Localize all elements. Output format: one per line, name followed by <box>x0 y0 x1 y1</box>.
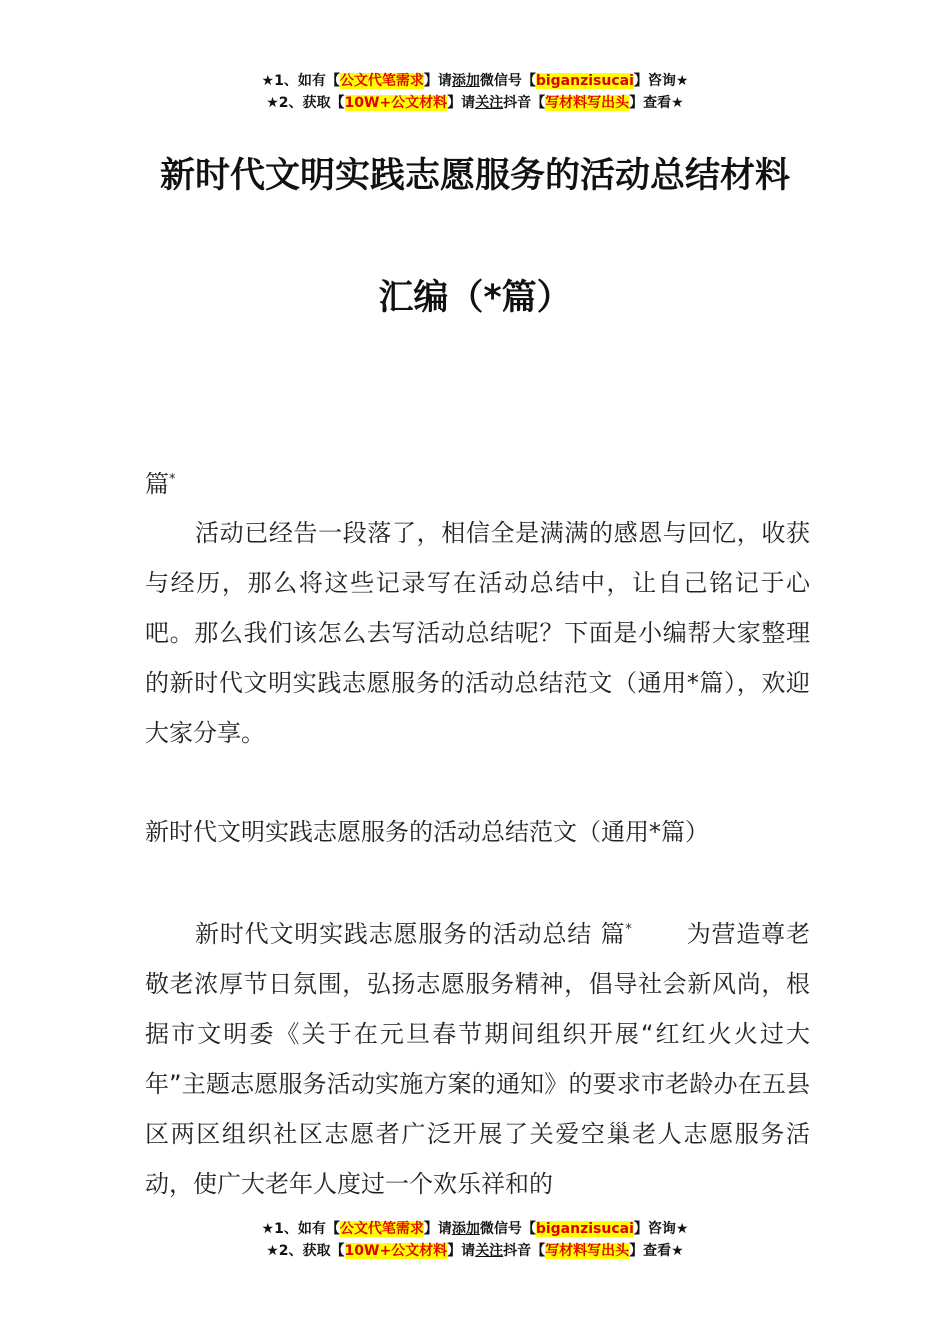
banner-line-2 <box>0 92 950 114</box>
banner-line-2-suffix: 】查看★ <box>629 95 684 111</box>
document-title-line-2: 汇编（*篇） <box>378 278 572 318</box>
banner-line-2-prefix: ★2、获取【 <box>266 95 345 111</box>
footer-line-2-mid2: 抖音【 <box>503 1243 546 1259</box>
footer-line-1-prefix: ★1、如有【 <box>261 1221 340 1237</box>
footer-line-2-prefix: ★2、获取【 <box>266 1243 345 1259</box>
banner-line-1 <box>0 70 950 92</box>
document-title-line-1: 新时代文明实践志愿服务的活动总结材料 <box>159 156 790 196</box>
footer-underline-follow: 关注 <box>475 1243 504 1259</box>
banner-line-2-mid2: 抖音【 <box>503 95 546 111</box>
section-label-text: 篇 <box>145 470 169 498</box>
footer-banner <box>0 1218 950 1262</box>
section-heading: 新时代文明实践志愿服务的活动总结 篇 <box>195 920 626 948</box>
footer-line-1-suffix: 】咨询★ <box>633 1221 689 1237</box>
banner-highlight-douyin-id: 写材料写出头 <box>545 95 630 111</box>
banner-highlight-service: 公文代笔需求 <box>339 73 424 89</box>
section-label-star: * <box>169 472 176 487</box>
footer-line-1-mid: 】请 <box>423 1221 452 1237</box>
footer-line-1-mid2: 微信号【 <box>479 1221 536 1237</box>
footer-highlight-wechat-id: biganzisucai <box>535 1221 634 1237</box>
intro-paragraph: 活动已经告一段落了，相信全是满满的感恩与回忆，收获与经历，那么将这些记录写在活动总结中，让自己铭记于心吧。那么我们该怎么去写活动总结呢？下面是小编帮大家整理的新时代文明实践志愿服务的活动总结范文（通用*篇），欢迎大家分享。 <box>145 519 810 747</box>
banner-line-1-prefix: ★1、如有【 <box>261 73 340 89</box>
banner-highlight-materials: 10W+公文材料 <box>344 95 448 111</box>
section-heading-star: * <box>625 922 632 937</box>
banner-line-1-mid2: 微信号【 <box>479 73 536 89</box>
footer-highlight-douyin-id: 写材料写出头 <box>545 1243 630 1259</box>
footer-underline-add: 添加 <box>451 1221 480 1237</box>
section-body: 为营造尊老敬老浓厚节日氛围，弘扬志愿服务精神，倡导社会新风尚，根据市文明委《关于在元旦春节期间组织开展“红红火火过大年”主题志愿服务活动实施方案的通知》的要求市老龄办在五县区两区组织社区志愿者广泛开展了关爱空巢老人志愿服务活动，使广大老年人度过一个欢乐祥和的 <box>145 920 810 1198</box>
banner-line-2-mid: 】请 <box>447 95 476 111</box>
banner-line-1-mid: 】请 <box>423 73 452 89</box>
section-label <box>145 464 810 499</box>
document-subtitle: 新时代文明实践志愿服务的活动总结范文（通用*篇） <box>145 818 709 846</box>
footer-line-2-mid: 】请 <box>447 1243 476 1259</box>
header-banner <box>0 70 950 114</box>
footer-highlight-materials: 10W+公文材料 <box>344 1243 448 1259</box>
banner-underline-add: 添加 <box>451 73 480 89</box>
footer-line-2-suffix: 】查看★ <box>629 1243 684 1259</box>
banner-highlight-wechat-id: biganzisucai <box>535 73 634 89</box>
section-paragraph <box>145 905 810 1209</box>
footer-banner-line-1 <box>0 1218 950 1240</box>
footer-banner-line-2 <box>0 1240 950 1262</box>
banner-underline-follow: 关注 <box>475 95 504 111</box>
banner-line-1-suffix: 】咨询★ <box>633 73 689 89</box>
footer-highlight-service: 公文代笔需求 <box>339 1221 424 1237</box>
